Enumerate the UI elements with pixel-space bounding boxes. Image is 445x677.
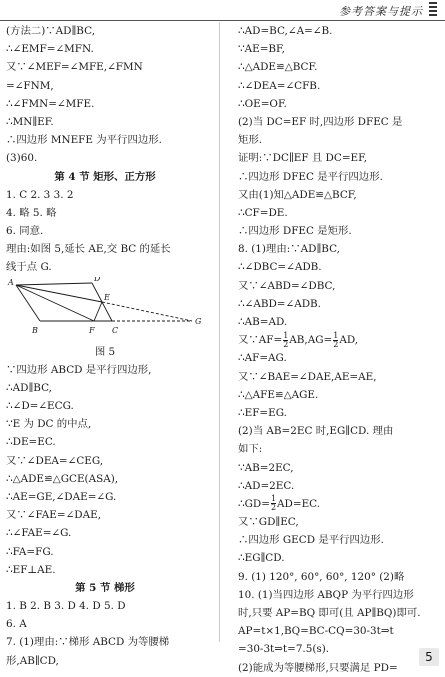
text-line: 时,只要 AP=BQ 即可(且 AP∥BQ)即可. <box>238 607 421 619</box>
text-line: 证明:∵DC∥EF 且 DC=EF, <box>238 152 368 165</box>
column-divider <box>219 22 220 642</box>
text-line: (3)60. <box>6 152 38 165</box>
text-line: ∴AD=2EC. <box>238 479 295 492</box>
text-line: ∴AB=AD. <box>238 316 288 328</box>
text-line: (方法二)∵AD∥BC, <box>6 25 96 37</box>
text-line: =∠FNM, <box>6 79 54 92</box>
text-line: (2)能成为等腰梯形,只要满足 PD= <box>238 661 398 674</box>
fraction-numerator: 1 <box>283 330 289 340</box>
text-line: 1. B 2. B 3. D 4. D 5. D <box>6 600 126 613</box>
text-line: ∴四边形 DFEC 是矩形. <box>238 225 352 238</box>
label-B: B <box>32 325 38 335</box>
text-line: =30-3t⇒t=7.5(s). <box>238 643 330 656</box>
text-line: ∴∠D=∠ECG. <box>6 400 74 412</box>
text-line: 7. (1)理由:∵梯形 ABCD 为等腰梯 <box>6 636 170 649</box>
text-line: ∴∠FAE=∠G. <box>6 527 72 540</box>
text-line: ∴OE=OF. <box>238 97 287 110</box>
text-line: 6. A <box>6 618 27 631</box>
text-line: ∴四边形 MNEFE 为平行四边形. <box>6 134 162 147</box>
label-C: C <box>112 325 119 335</box>
label-A: A <box>8 277 14 287</box>
text-line: ∴MN∥EF. <box>6 115 54 128</box>
text-line: 又∵∠DEA=∠CEG, <box>6 454 104 467</box>
page-header <box>0 0 445 21</box>
text-line: 如下: <box>238 443 263 456</box>
figure-caption: 图 5 <box>94 345 116 358</box>
fraction-line-mid: AB,AG= <box>289 334 333 347</box>
text-line: (2)当 DC=EF 时,四边形 DFEC 是 <box>238 115 403 128</box>
fraction-line-prefix: ∴GD= <box>238 497 270 510</box>
text-line: 6. 同意. <box>6 225 44 238</box>
fraction-denominator: 2 <box>333 339 339 349</box>
right-column <box>238 22 438 677</box>
segment-AD <box>16 283 92 285</box>
text-line: ∵E 为 DC 的中点, <box>6 418 92 431</box>
text-line: 形,AB∥CD, <box>6 654 59 667</box>
fraction-numerator: 1 <box>333 330 339 340</box>
label-D: D <box>94 276 101 283</box>
text-line: ∴四边形 DFEC 是平行四边形. <box>238 170 383 183</box>
fraction-denominator: 2 <box>270 503 277 513</box>
text-line: 又∵∠BAE=∠DAE,AE=AE, <box>238 370 377 383</box>
text-line: 1. C 2. 3 3. 2 <box>6 188 74 201</box>
text-line: 矩形. <box>238 134 263 147</box>
text-line: ∴FA=FG. <box>6 545 54 558</box>
text-line: AP=t×1,BQ=BC-CQ=30-3t⇒t <box>238 625 394 638</box>
fraction-line <box>238 331 438 349</box>
text-line: ∴∠EMF=∠MFN. <box>6 43 94 56</box>
text-line: ∴DE=EC. <box>6 436 56 449</box>
text-line: ∴AD=BC,∠A=∠B. <box>238 25 333 37</box>
fraction-line-suffix: AD, <box>339 334 359 347</box>
text-line: ∴AF=AG. <box>238 352 287 365</box>
text-line: ∴EG∥CD. <box>238 552 285 565</box>
text-line: 线于点 G. <box>6 261 52 274</box>
text-line: 8. (1)理由:∵AD∥BC, <box>238 243 340 256</box>
fraction-half <box>271 495 276 512</box>
text-line: ∴AE=GE,∠DAE=∠G. <box>6 490 117 503</box>
text-line: ∴∠ABD=∠ADB. <box>238 297 321 310</box>
text-line: 又∵∠ABD=∠DBC, <box>238 279 336 292</box>
section-heading: 第 5 节 梯形 <box>75 581 135 594</box>
text-line: ∵AE=BF, <box>238 43 285 56</box>
text-line: ∴AD∥BC, <box>6 381 52 394</box>
text-line: 又∵∠MEF=∠MFE,∠FMN <box>6 61 143 74</box>
text-line: ∴EF⊥AE. <box>6 563 56 576</box>
fraction-half <box>283 332 288 349</box>
text-line: ∴∠DBC=∠ADB. <box>238 261 322 274</box>
fraction-line-prefix: 又∵AF= <box>238 334 283 347</box>
text-line: ∴△ADE≌△BCF. <box>238 61 318 74</box>
text-line: 理由:如图 5,延长 AE,交 BC 的延长 <box>6 243 171 256</box>
text-line: 又∵∠FAE=∠DAE, <box>6 509 102 522</box>
text-line: 10. (1)当四边形 ABQP 为平行四边形 <box>238 588 414 601</box>
segment-FE <box>94 302 102 321</box>
text-line: ∴△AFE≌△AGE. <box>238 388 319 401</box>
text-line: 又∵GD∥EC, <box>238 516 299 529</box>
text-line: 4. 略 5. 略 <box>6 206 57 219</box>
header-decoration <box>429 2 437 16</box>
section-heading: 第 4 节 矩形、正方形 <box>54 170 156 183</box>
text-line: 9. (1) 120°, 60°, 60°, 120° (2)略 <box>238 570 405 583</box>
header-title: 参考答案与提示 <box>339 5 423 18</box>
text-line: ∴∠FMN=∠MFE. <box>6 97 95 110</box>
segment-EG-dashed <box>102 302 192 321</box>
label-E: E <box>104 292 110 302</box>
left-column <box>6 22 204 670</box>
geometry-figure <box>6 277 204 361</box>
text-line: ∵四边形 ABCD 是平行四边形, <box>6 363 152 376</box>
fraction-numerator: 1 <box>270 494 277 504</box>
figure-5-diagram <box>6 277 206 343</box>
text-line: ∵AB=2EC, <box>238 461 294 474</box>
fraction-line <box>238 495 438 513</box>
text-line: ∴∠DEA=∠CFB. <box>238 79 321 92</box>
segment-AE <box>16 285 102 302</box>
page-number: 5 <box>419 648 439 666</box>
fraction-line-suffix: AD=EC. <box>277 497 321 510</box>
text-line: (2)当 AB=2EC 时,EG∥CD. 理由 <box>238 425 394 438</box>
text-line: ∴CF=DE. <box>238 206 288 219</box>
text-line: ∴EF=EG. <box>238 406 287 419</box>
text-line: ∴△ADE≌△GCE(ASA), <box>6 472 119 485</box>
label-G: G <box>195 316 202 326</box>
text-line: 又由(1)知△ADE≌△BCF, <box>238 188 357 201</box>
fraction-half <box>333 332 338 349</box>
text-line: ∴四边形 GECD 是平行四边形. <box>238 534 384 547</box>
label-F: F <box>89 325 95 335</box>
fraction-denominator: 2 <box>283 339 289 349</box>
